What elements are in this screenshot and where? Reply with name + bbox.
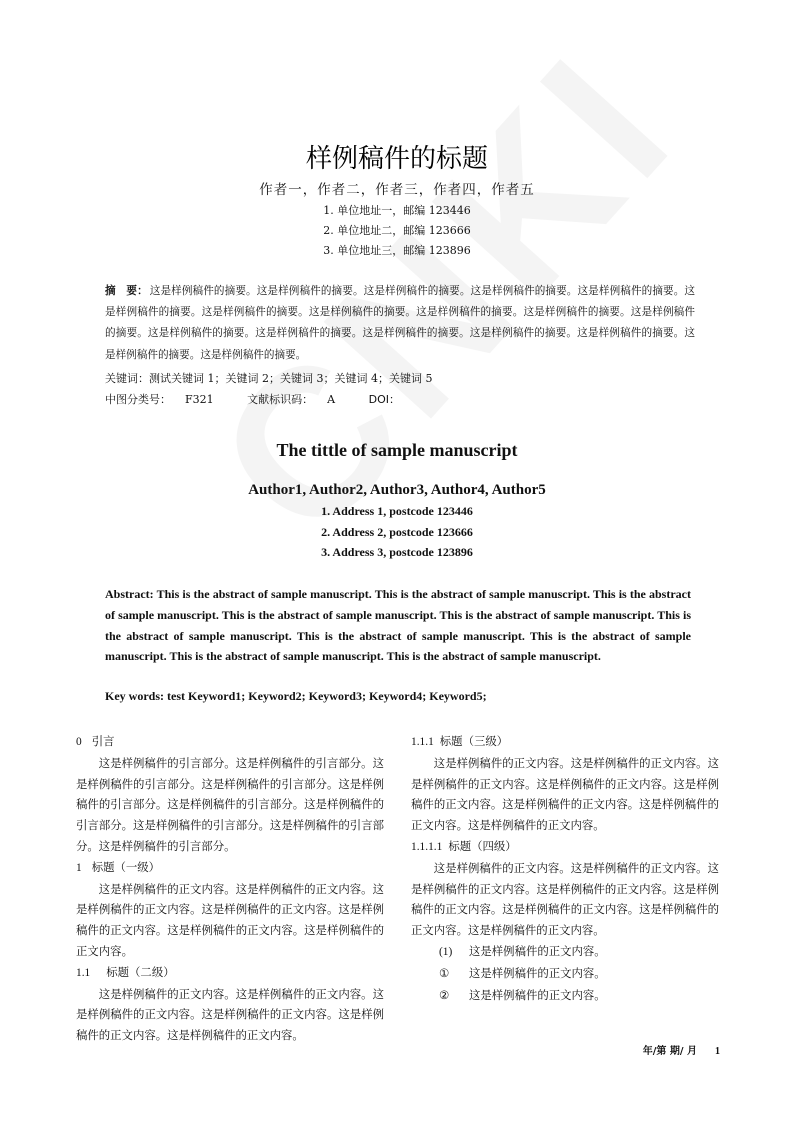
list-item: ① 这是样例稿件的正文内容。 <box>439 965 606 980</box>
section-heading-intro: 0 引言 <box>76 734 115 748</box>
class-label: 中图分类号： <box>105 393 171 406</box>
section-1-1-1-1-paragraph: 这是样例稿件的正文内容。这是样例稿件的正文内容。这是样例稿件的正文内容。这是样例稿件的正文内容。这是样例稿件的正文内容。这是样例稿件的正文内容。这是样例稿件的正文内容。这是样例稿件的正文内容。 <box>411 860 719 938</box>
keywords-chinese <box>105 370 695 386</box>
class-value: F321 <box>185 393 214 406</box>
section-1-paragraph: 这是样例稿件的正文内容。这是样例稿件的正文内容。这是样例稿件的正文内容。这是样例稿件的正文内容。这是样例稿件的正文内容。这是样例稿件的正文内容。这是样例稿件的正文内容。 <box>76 881 384 958</box>
classification-line <box>105 391 695 407</box>
section-heading-1-1: 1.1 标题（二级） <box>76 964 175 979</box>
keywords-english: Key words: test Keyword1; Keyword2; Keyword3; Keyword4; Keyword5; <box>105 689 487 703</box>
abstract-chinese <box>105 281 695 366</box>
authors-chinese: 作者一，作者二，作者三，作者四，作者五 <box>259 182 535 198</box>
affiliation-en-3: 3. Address 3, postcode 123896 <box>321 545 473 559</box>
doi-label: DOI： <box>368 393 400 406</box>
issue-info: 年/第 期/ 月 <box>642 1046 697 1057</box>
abstract-cn-label: 摘 要： <box>105 285 148 297</box>
page-number: 1 <box>715 1046 720 1057</box>
body-column-right <box>411 731 719 1006</box>
affiliation-cn-3: 3. 单位地址三，邮编 123896 <box>323 244 471 257</box>
page-footer <box>560 1042 720 1057</box>
affiliation-en-2: 2. Address 2, postcode 123666 <box>321 525 473 539</box>
affiliation-cn-2: 2. 单位地址二，邮编 123666 <box>323 224 471 237</box>
authors-english: Author1, Author2, Author3, Author4, Author5 <box>248 482 546 498</box>
section-heading-1-1-1-1: 1.1.1.1 标题（四级） <box>411 838 517 853</box>
list-item: ② 这是样例稿件的正文内容。 <box>439 987 606 1002</box>
section-heading-1: 1 标题（一级） <box>76 859 161 874</box>
title-english: The tittle of sample manuscript <box>276 440 518 460</box>
intro-paragraph: 这是样例稿件的引言部分。这是样例稿件的引言部分。这是样例稿件的引言部分。这是样例稿件的引言部分。这是样例稿件的引言部分。这是样例稿件的引言部分。这是样例稿件的引言部分。这是样例稿件的引言部分。这是样例稿件的引言部分。这是样例稿件的引言部分。 <box>76 755 384 853</box>
keywords-cn-label: 关键词： <box>105 372 149 385</box>
abstract-english: Abstract: This is the abstract of sample manuscript. This is the abstract of sample manuscript. This is the abstract of sample manuscript. This is the abstract of sample manuscript. This is the abstract of sample manuscript. This is the abstract of sample manuscript. This is the abstract of sample manuscript. This is the abstract of sample manuscript. This is the abstract of sample manuscript. This is the abstract of sample manuscript. <box>105 587 691 664</box>
section-heading-1-1-1: 1.1.1 标题（三级） <box>411 734 509 748</box>
list-item: (1) 这是样例稿件的正文内容。 <box>439 943 606 958</box>
affiliation-cn-1: 1. 单位地址一，邮编 123446 <box>323 204 471 217</box>
section-1-1-1-paragraph: 这是样例稿件的正文内容。这是样例稿件的正文内容。这是样例稿件的正文内容。这是样例稿件的正文内容。这是样例稿件的正文内容。这是样例稿件的正文内容。这是样例稿件的正文内容。这是样例稿件的正文内容。 <box>411 755 719 833</box>
affiliation-en-1: 1. Address 1, postcode 123446 <box>321 504 473 518</box>
doc-code-label: 文献标识码： <box>247 393 314 406</box>
title-chinese: 样例稿件的标题 <box>305 144 488 174</box>
body-column-left <box>76 731 384 1046</box>
abstract-cn-text: 这是样例稿件的摘要。这是样例稿件的摘要。这是样例稿件的摘要。这是样例稿件的摘要。这是样例稿件的摘要。这是样例稿件的摘要。这是样例稿件的摘要。这是样例稿件的摘要。这是样例稿件的摘要。这是样例稿件的摘要。这是样例稿件的摘要。这是样例稿件的摘要。这是样例稿件的摘要。这是样例稿件的摘要。这是样例稿件的摘要。这是样例稿件的摘要。这是样例稿件的摘要。这是样例稿件的摘要。 <box>105 285 696 361</box>
doc-code-value: A <box>327 393 336 406</box>
section-1-1-paragraph: 这是样例稿件的正文内容。这是样例稿件的正文内容。这是样例稿件的正文内容。这是样例稿件的正文内容。这是样例稿件的正文内容。这是样例稿件的正文内容。 <box>76 986 384 1043</box>
keywords-cn-text: 测试关键词 1；关键词 2；关键词 3；关键词 4；关键词 5 <box>149 372 433 385</box>
